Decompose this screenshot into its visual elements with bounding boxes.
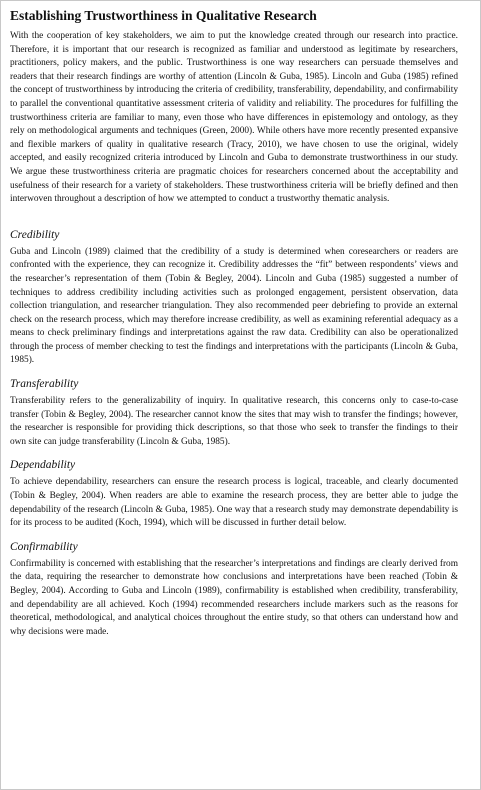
section-confirmability — [10, 540, 458, 640]
section-transferability — [10, 377, 458, 449]
section-dependability — [10, 458, 458, 530]
section-body-transferability: Transferability refers to the generalizability of inquiry. In qualitative research, this concerns only to case-to-case transfer (Tobin & Begley, 2004). The researcher cannot know the sites that may wish to transfer the findings; however, the researcher is responsible for providing thick descriptions, so that those who seek to transfer the findings to their own site can judge transferability (Lincoln & Guba, 1985). — [10, 396, 458, 447]
document-content — [10, 7, 458, 639]
intro-paragraph: With the cooperation of key stakeholders, we aim to put the knowledge created through our research into practice. Therefore, it is important that our research is recognized as familiar and understood as legitimate by researchers, practitioners, policy makers, and the public. Trustworthiness is one way researchers can persuade themselves and readers that their research findings are worthy of attention (Lincoln & Guba, 1985). Lincoln and Guba (1985) refined the concept of trustworthiness by introducing the criteria of credibility, transferability, dependability, and confirmability to parallel the conventional quantitative assessment criteria of validity and reliability. The procedures for fulfilling the trustworthiness criteria are familiar to many, even those who have differences in epistemology and ontology, as they rely on methodological arguments and techniques (Green, 2000). While others have more recently presented expansive and flexible markers of quality in qualitative research (Tracy, 2010), we have chosen to use the original, widely accepted, and easily recognized criteria introduced by Lincoln and Guba to demonstrate trustworthiness in our study. We argue these trustworthiness criteria are pragmatic choices for researchers concerned about the acceptability and usefulness of their research for a variety of stakeholders. These trustworthiness criteria will be briefly defined and then interwoven throughout a description of how we attempted to conduct a trustworthy thematic analysis. — [10, 31, 458, 205]
section-heading-credibility: Credibility — [10, 228, 60, 241]
section-heading-confirmability: Confirmability — [10, 540, 78, 553]
intro-section — [10, 30, 458, 207]
section-heading-dependability: Dependability — [10, 459, 76, 472]
section-body-credibility: Guba and Lincoln (1989) claimed that the credibility of a study is determined when coresearchers or readers are confronted with the experience, they can recognize it. Credibility addresses the “fit” between respondents’ views and the researcher’s representation of them (Tobin & Begley, 2004). Lincoln and Guba (1985) suggested a number of techniques to address credibility including activities such as prolonged engagement, persistent observation, data collection triangulation, and researcher triangulation. They also recommended peer debriefing to provide an external check on the research process, which may therefore increase credibility, as well as examining referential adequacy as a means to check preliminary findings and interpretations against the raw data. Credibility can also be operationalized through the process of member checking to test the findings and interpretations with the participants (Lincoln & Guba, 1985). — [10, 246, 458, 366]
section-credibility — [10, 228, 458, 368]
section-heading-transferability: Transferability — [10, 378, 79, 391]
section-body-confirmability: Confirmability is concerned with establishing that the researcher’s interpretations and findings are clearly derived from the data, requiring the researcher to demonstrate how conclusions and interpretations have been reached (Tobin & Begley, 2004). According to Guba and Lincoln (1989), confirmability is established when credibility, transferability, and dependability are all achieved. Koch (1994) recommended researchers include markers such as the reasons for theoretical, methodological, and analytical choices throughout the entire study, so that others can understand how and why decisions were made. — [10, 558, 458, 637]
section-body-dependability: To achieve dependability, researchers can ensure the research process is logical, traceable, and clearly documented (Tobin & Begley, 2004). When readers are able to examine the research process, they are better able to judge the dependability of the research (Lincoln & Guba, 1985). One way that a research study may demonstrate dependability is for its process to be audited (Koch, 1994), which will be discussed in further detail below. — [10, 477, 458, 529]
page-title: Establishing Trustworthiness in Qualitative Research — [10, 8, 317, 23]
